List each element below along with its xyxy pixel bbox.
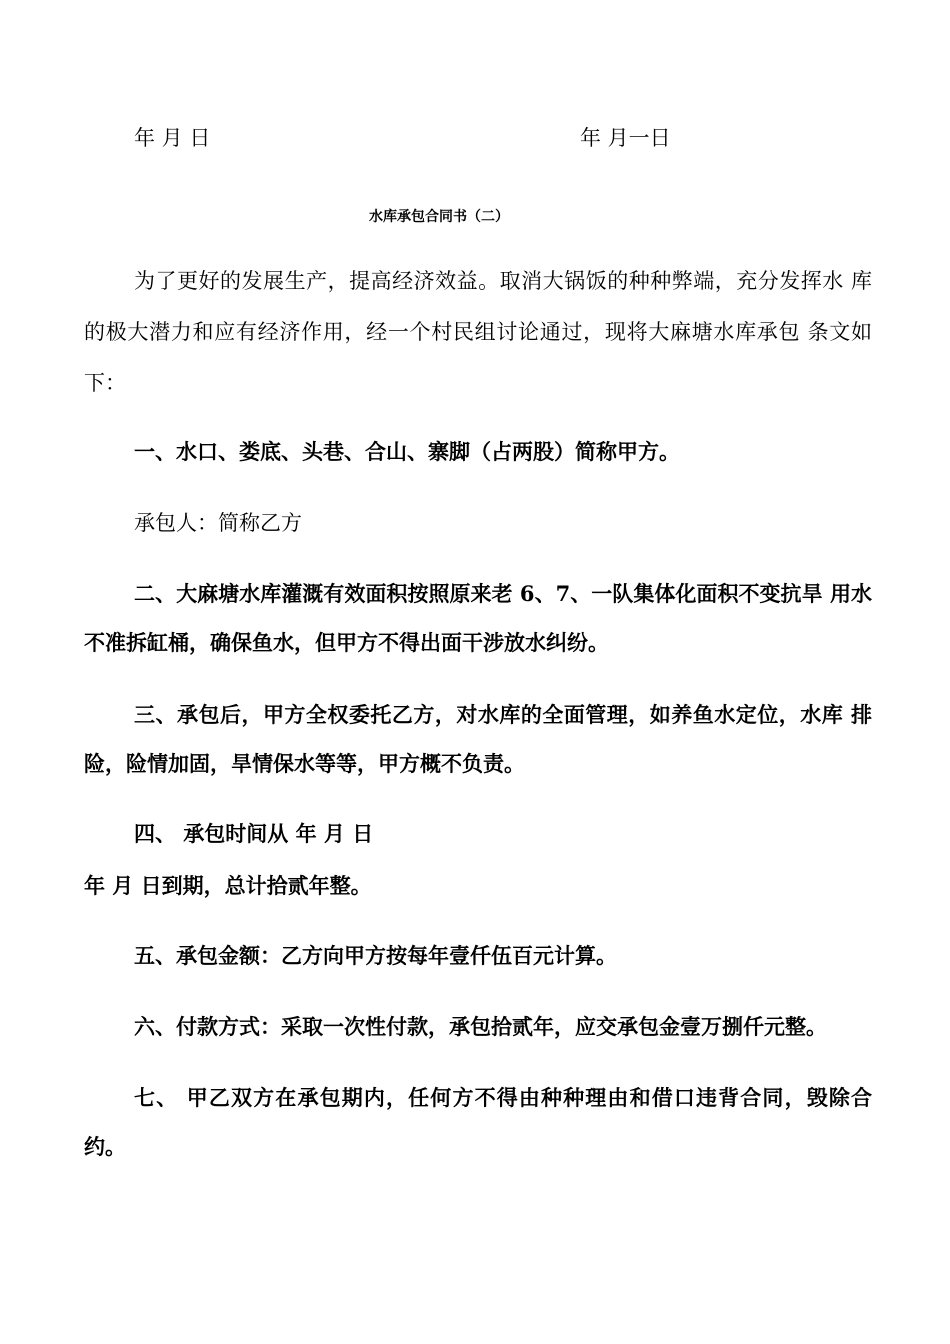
intro-line-1: 为了更好的发展生产，提高经济效益。取消大锅饭的种种弊端，充分发挥水 库 (134, 269, 872, 293)
document-title: 水库承包合同书（二） (369, 209, 509, 225)
clause-4-line-1: 四、 承包时间从 年 月 日 (134, 821, 374, 846)
intro-line-3: 下： (84, 371, 126, 395)
clause-2-line-2: 不准拆缸桶，确保鱼水，但甲方不得出面干涉放水纠纷。 (84, 630, 609, 655)
intro-line-2: 的极大潜力和应有经济作用，经一个村民组讨论通过，现将大麻塘水库承包 条文如 (84, 320, 872, 344)
clause-7-line-2: 约。 (84, 1134, 126, 1159)
clause-5: 五、承包金额：乙方向甲方按每年壹仟伍百元计算。 (134, 943, 617, 968)
clause-4-line-2: 年 月 日到期，总计拾贰年整。 (84, 873, 372, 898)
date-left: 年 月 日 (134, 126, 211, 150)
date-right: 年 月一日 (580, 126, 671, 150)
contractor-line: 承包人：简称乙方 (134, 511, 302, 535)
clause-1: 一、水口、娄底、头巷、合山、寨脚（占两股）简称甲方。 (134, 439, 680, 464)
clause-3-line-2: 险，险情加固，旱情保水等等，甲方概不负责。 (84, 751, 525, 776)
clause-3-line-1: 三、承包后，甲方全权委托乙方，对水库的全面管理，如养鱼水定位，水库 排 (134, 702, 872, 727)
clause-2-line-1: 二、大麻塘水库灌溉有效面积按照原来老 6、7、一队集体化面积不变抗旱 用水 (134, 581, 872, 606)
clause-6: 六、付款方式：采取一次性付款，承包拾贰年，应交承包金壹万捌仟元整。 (134, 1014, 827, 1039)
clause-7-line-1: 七、 甲乙双方在承包期内，任何方不得由种种理由和借口违背合同，毁除合 (134, 1085, 872, 1110)
